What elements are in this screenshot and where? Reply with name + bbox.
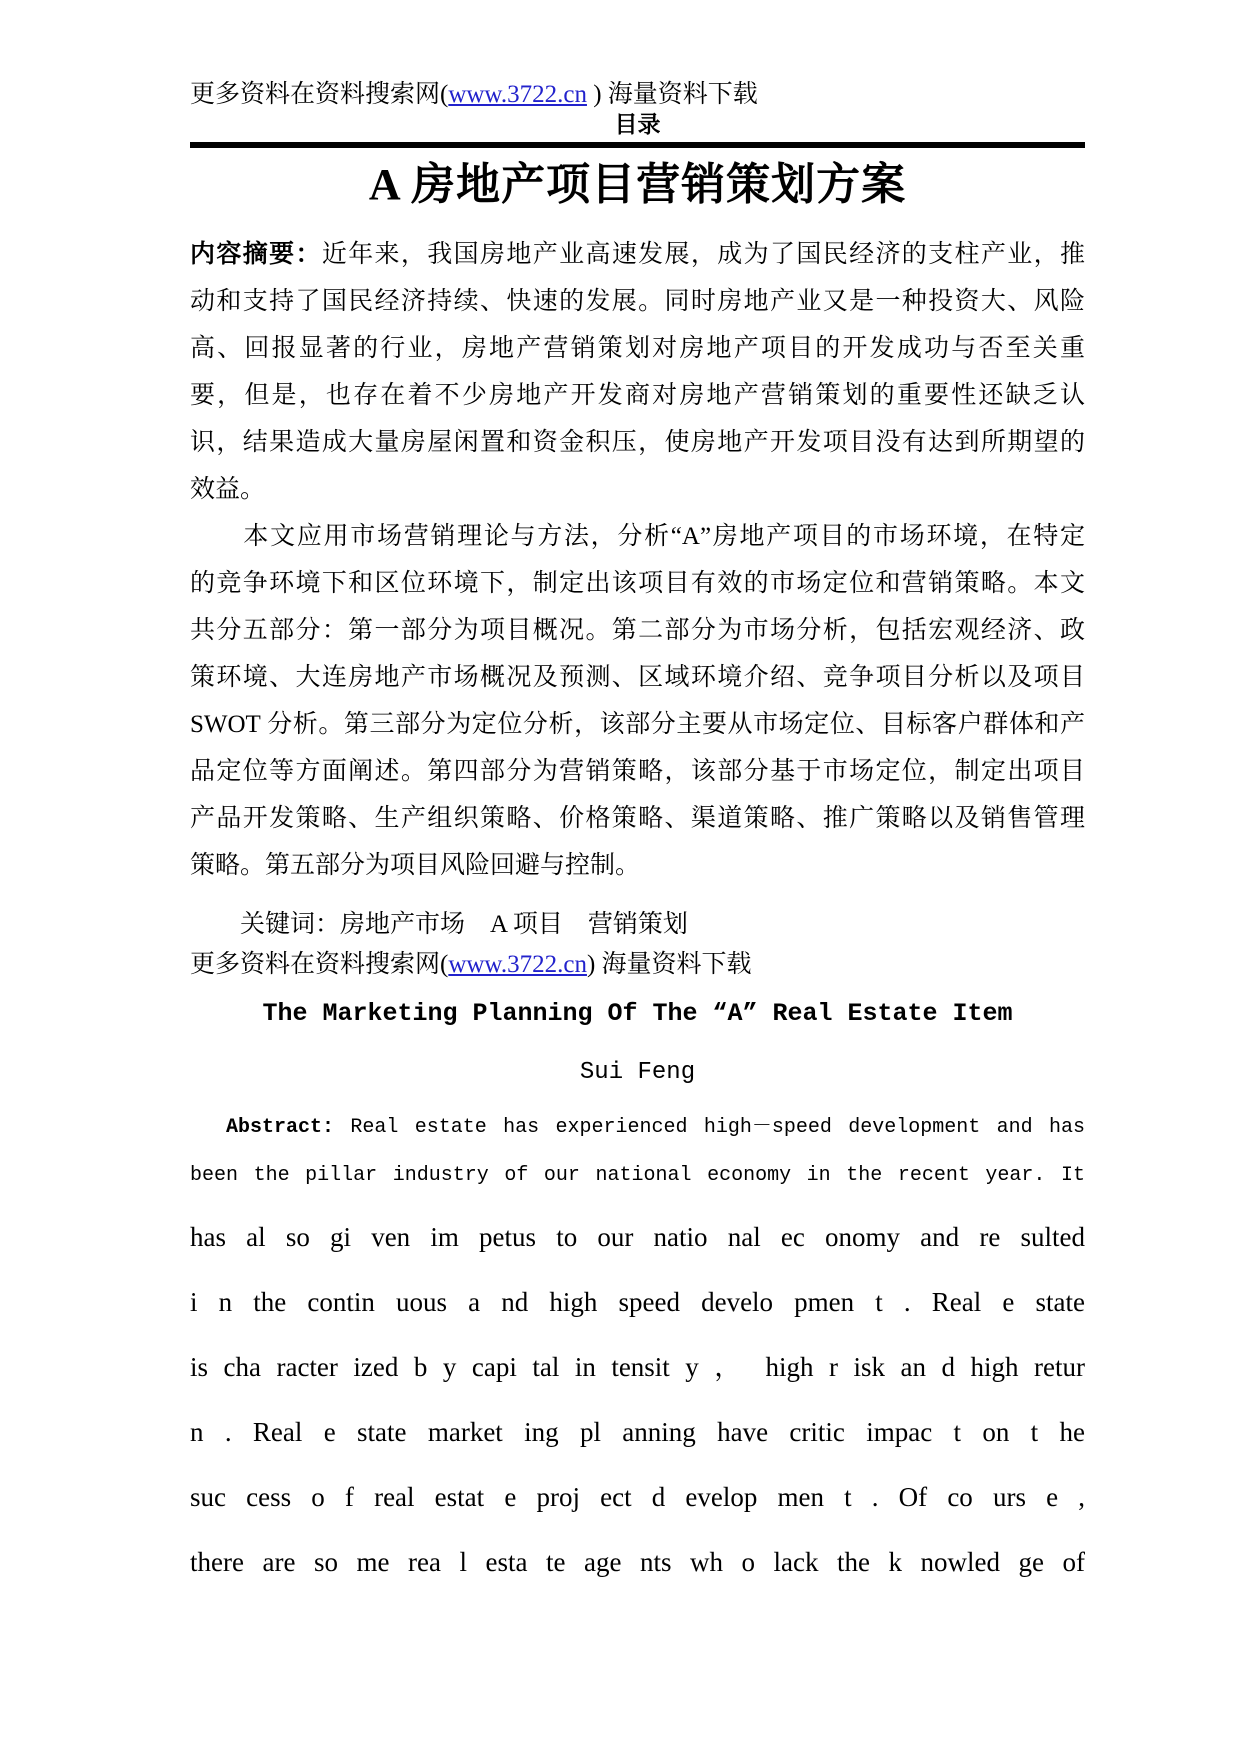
abstract-en-justified-line: has al so gi ven im petus to our natio nal ec onomy and re sulted xyxy=(190,1222,1085,1252)
abstract-cn-line: 动和支持了国民经济持续、快速的发展。同时房地产业又是一种投资大、风险 xyxy=(190,288,1085,315)
abstract-en-justified-line: n . Real e state market ing pl anning have critic impac t on t he xyxy=(190,1417,1085,1447)
doc-title-en: The Marketing Planning Of The “A” Real Estate Item xyxy=(262,999,1013,1028)
doc-title-cn: A 房地产项目营销策划方案 xyxy=(368,160,907,209)
body-cn-line: 策略。第五部分为项目风险回避与控制。 xyxy=(190,852,641,879)
body-cn-line: 策环境、大连房地产市场概况及预测、区域环境介绍、竞争项目分析以及项目 xyxy=(190,664,1085,691)
resources-note-top-pre: 更多资料在资料搜索网( xyxy=(190,81,449,108)
body-cn-line: 品定位等方面阐述。第四部分为营销策略，该部分基于市场定位，制定出项目 xyxy=(190,758,1085,785)
abstract-en-justified-line: suc cess o f real estat e proj ect d evelop men t . Of co urs e , xyxy=(190,1482,1085,1512)
abstract-cn-line-text: 近年来，我国房地产业高速发展，成为了国民经济的支柱产业，推 xyxy=(321,241,1085,268)
abstract-cn-line: 要，但是，也存在着不少房地产开发商对房地产营销策划的重要性还缺乏认 xyxy=(190,382,1085,409)
abstract-en-justified-block xyxy=(190,1205,1085,1595)
resources-link-bottom[interactable]: www.3722.cn xyxy=(448,951,587,978)
resources-note-bottom xyxy=(190,950,1085,980)
keywords-line: 关键词：房地产市场 A 项目 营销策划 xyxy=(190,911,688,938)
abstract-en-label: Abstract: xyxy=(226,1116,335,1139)
abstract-cn-paragraph xyxy=(190,231,1085,513)
body-cn-paragraph xyxy=(190,513,1085,889)
header-divider xyxy=(190,142,1085,148)
abstract-cn-label: 内容摘要： xyxy=(190,241,322,268)
body-cn-line: SWOT 分析。第三部分为定位分析，该部分主要从市场定位、目标客户群体和产 xyxy=(190,711,1085,738)
body-cn-line: 产品开发策略、生产组织策略、价格策略、渠道策略、推广策略以及销售管理 xyxy=(190,805,1085,832)
toc-label: 目录 xyxy=(614,112,661,137)
body-cn-line: 的竞争环境下和区位环境下，制定出该项目有效的市场定位和营销策略。本文 xyxy=(190,570,1085,597)
body-cn-line: 本文应用市场营销理论与方法，分析“A”房地产项目的市场环境，在特定 xyxy=(190,523,1085,550)
abstract-en-justified-line: there are so me rea l esta te age nts wh o lack the k nowled ge of xyxy=(190,1547,1085,1577)
abstract-en-line xyxy=(190,1104,1085,1152)
body-cn-line: 共分五部分：第一部分为项目概况。第二部分为市场分析，包括宏观经济、政 xyxy=(190,617,1085,644)
abstract-en-paragraph xyxy=(190,1104,1085,1200)
resources-note-bottom-pre: 更多资料在资料搜索网( xyxy=(190,951,449,978)
abstract-en-line-text: Real estate has experienced high－speed development and has xyxy=(334,1116,1085,1139)
author-name: Sui Feng xyxy=(579,1059,696,1086)
resources-note-top-post: ) 海量资料下载 xyxy=(586,81,758,108)
abstract-cn-line: 高、回报显著的行业，房地产营销策划对房地产项目的开发成功与否至关重 xyxy=(190,335,1085,362)
resources-link-top[interactable]: www.3722.cn xyxy=(448,81,587,108)
abstract-cn-line: 效益。 xyxy=(190,476,266,503)
abstract-cn-line: 识，结果造成大量房屋闲置和资金积压，使房地产开发项目没有达到所期望的 xyxy=(190,429,1085,456)
abstract-en-line: been the pillar industry of our national economy in the recent year. It xyxy=(190,1164,1085,1187)
abstract-en-justified-line: i n the contin uous a nd high speed develo pmen t . Real e state xyxy=(190,1287,1085,1317)
resources-note-top xyxy=(190,80,1085,110)
resources-note-bottom-post: ) 海量资料下载 xyxy=(586,951,752,978)
abstract-cn-line xyxy=(190,231,1085,278)
abstract-en-justified-line: is cha racter ized b y capi tal in tensit y ， high r isk an d high retur xyxy=(190,1352,1085,1382)
